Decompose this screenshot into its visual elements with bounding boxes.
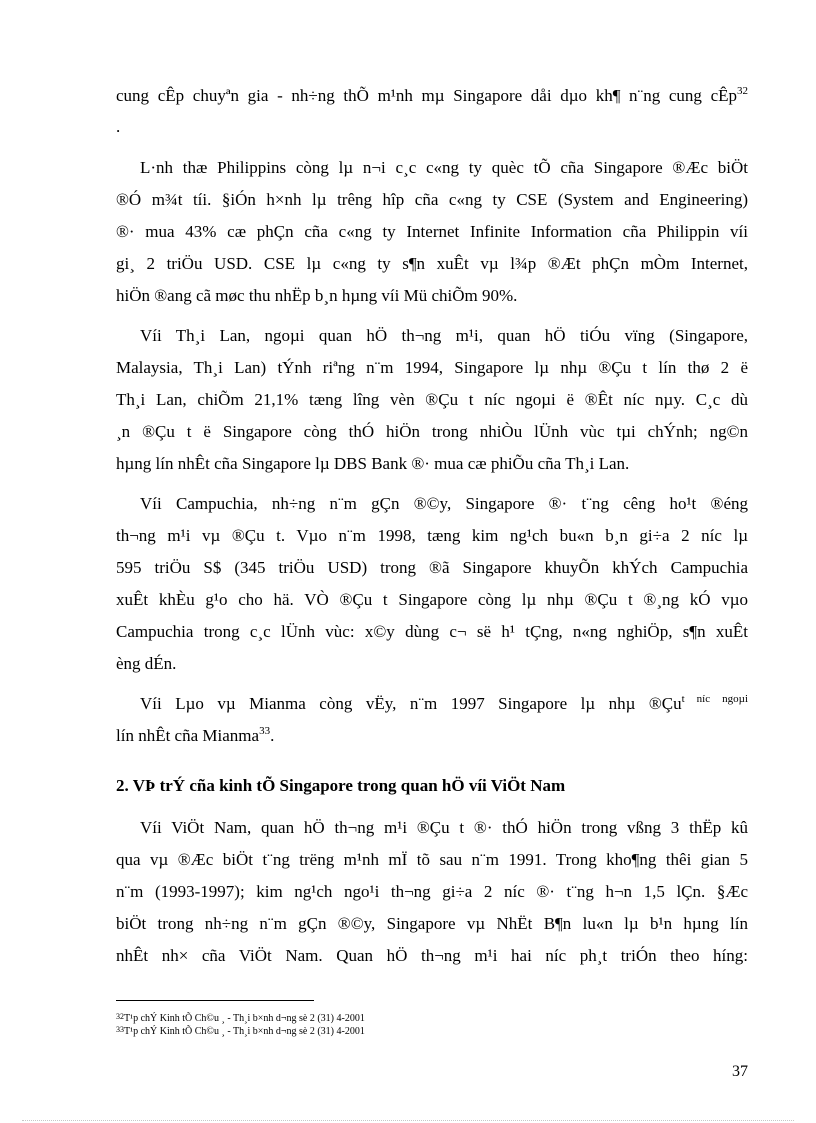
- body-line: biÖt trong nh÷ng n¨m gÇn ®©y, Singapore vµ NhËt B¶n lu«n lµ b¹n hµng lín: [116, 914, 748, 933]
- body-line: n¨m (1993-1997); kim ng¹ch ngo¹i th¬ng gi÷a 2 níc ®· t¨ng h¬n 1,5 lÇn. §Æc: [116, 882, 748, 901]
- body-line: qua vµ ®Æc biÖt t¨ng trëng m¹nh mÏ tõ sau n¨m 1991. Trong kho¶ng thêi gian 5: [116, 850, 748, 869]
- body-line: ®Ó m¾t tíi. §iÓn h×nh lµ trêng hîp cña c«ng ty CSE (System and Engineering): [116, 190, 748, 209]
- body-line: Víi Th¸i Lan, ngoµi quan hÖ th¬ng m¹i, quan hÖ tiÓu vïng (Singapore,: [140, 326, 748, 345]
- body-line: .: [116, 117, 121, 136]
- footnote-ref-32: 32: [737, 85, 748, 97]
- body-line: Th¸i Lan, chiÕm 21,1% tæng lîng vèn ®Çu t níc ngoµi ë ®Êt níc nµy. C¸c dù: [116, 390, 748, 409]
- footnote-text: T¹p chÝ Kinh tÕ Ch©u ¸ - Th¸i b×nh d¬ng sè 2 (31) 4-2001: [124, 1013, 365, 1024]
- body-line: lín nhÊt cña Mianma$^{33}$.: [116, 725, 275, 745]
- footnote: [116, 1024, 365, 1038]
- footnote-number: 33: [116, 1025, 124, 1034]
- body-line: Malaysia, Th¸i Lan) tÝnh riªng n¨m 1994, Singapore lµ nhµ ®Çu t lín thø 2 ë: [116, 358, 748, 377]
- footnote-separator: [116, 1000, 314, 1001]
- body-line: Campuchia trong c¸c lÜnh vùc: x©y dùng c¬ së h¹ tÇng, n«ng nghiÖp, s¶n xuÊt: [116, 622, 748, 641]
- footnote-ref-33: 33: [259, 725, 271, 737]
- footnote-text: T¹p chÝ Kinh tÕ Ch©u ¸ - Th¸i b×nh d¬ng sè 2 (31) 4-2001: [124, 1026, 365, 1037]
- body-line: hiÖn ®ang cã møc thu nhËp b¸n hµng víi Mü chiÕm 90%.: [116, 286, 518, 305]
- page-border: [22, 1120, 794, 1121]
- body-line: hµng lín nhÊt cña Singapore lµ DBS Bank ®· mua cæ phiÕu cña Th¸i Lan.: [116, 454, 630, 473]
- body-line: ¸n ®Çu t ë Singapore còng thÓ hiÖn trong nhiÒu lÜnh vùc tµi chÝnh; ng©n: [116, 422, 748, 441]
- section-heading: 2. VÞ trÝ cña kinh tÕ Singapore trong quan hÖ víi ViÖt Nam: [116, 776, 566, 795]
- body-line: Víi Lµo vµ Mianma còng vËy, n¨m 1997 Singapore lµ nhµ ®Çu$^{t níc ngo\mu i}$: [140, 693, 748, 713]
- body-line: èng dÉn.: [116, 654, 177, 673]
- body-line: nhÊt nh× cña ViÖt Nam. Quan hÖ th¬ng m¹i hai níc ph¸t triÓn theo híng:: [116, 946, 748, 965]
- body-line: Víi ViÖt Nam, quan hÖ th¬ng m¹i ®Çu t ®· thÓ hiÖn trong vßng 3 thËp kû: [140, 818, 748, 837]
- footnote-number: 32: [116, 1012, 124, 1021]
- body-line: gi¸ 2 triÖu USD. CSE lµ c«ng ty s¶n xuÊt vµ l¾p ®Æt phÇn mÒm Internet,: [116, 254, 748, 273]
- page-number: 37: [732, 1063, 748, 1080]
- body-line: xuÊt khÈu g¹o cho hä. VÒ ®Çu t Singapore còng lµ nhµ ®Çu t ®¸ng kÓ vµo: [116, 590, 748, 609]
- footnote: [116, 1011, 365, 1025]
- body-line: L·nh thæ Philippins còng lµ n¬i c¸c c«ng ty quèc tÕ cña Singapore ®Æc biÖt: [140, 158, 748, 177]
- body-line: cung cÊp chuyªn gia - nh÷ng thÕ m¹nh mµ Singapore dåi dµo kh¶ n¨ng cung cÊp$^{32}$: [116, 85, 748, 105]
- body-line: th¬ng m¹i vµ ®Çu t. Vµo n¨m 1998, tæng kim ng¹ch bu«n b¸n gi÷a 2 níc lµ: [116, 526, 748, 545]
- body-line: 595 triÖu S$ (345 triÖu USD) trong ®ã Singapore khuyÕn khÝch Campuchia: [116, 558, 748, 577]
- body-line: Víi Campuchia, nh÷ng n¨m gÇn ®©y, Singapore ®· t¨ng cêng ho¹t ®éng: [140, 494, 748, 513]
- body-line: ®· mua 43% cæ phÇn cña c«ng ty Internet Infinite Information cña Philippin víi: [116, 222, 748, 241]
